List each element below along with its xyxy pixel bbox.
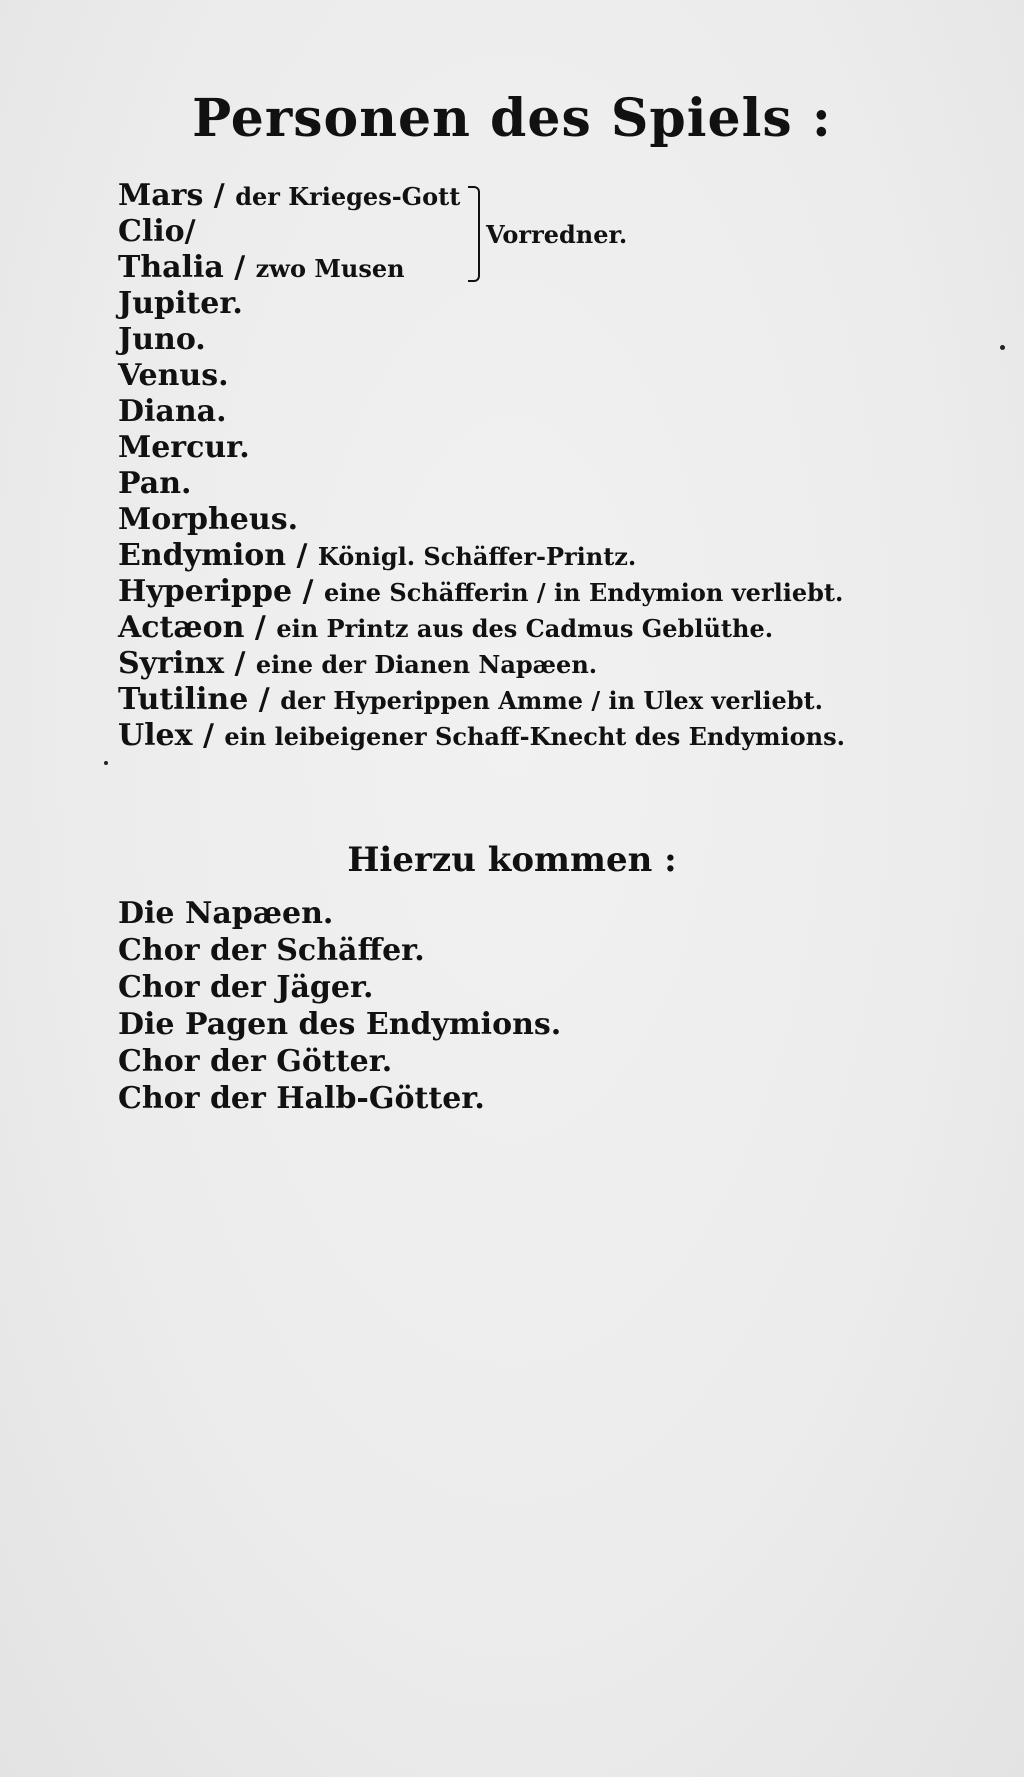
cast-line bbox=[118, 610, 978, 646]
character-description: eine Schäfferin / in Endymion verliebt. bbox=[323, 578, 844, 607]
ink-speck bbox=[1000, 345, 1005, 350]
ink-speck bbox=[104, 761, 108, 765]
additional-cast-list bbox=[118, 895, 978, 1117]
character-name: Actæon bbox=[118, 610, 245, 645]
character-name: Hyperippe bbox=[118, 574, 293, 609]
character-name: Mercur. bbox=[118, 430, 250, 465]
separator: / bbox=[286, 538, 318, 573]
character-description: Königl. Schäffer-Printz. bbox=[317, 542, 637, 571]
character-list bbox=[118, 286, 978, 754]
character-name: Ulex bbox=[118, 718, 193, 753]
extra-line: Chor der Jäger. bbox=[118, 970, 374, 1005]
page-title: Personen des Spiels : bbox=[192, 88, 832, 149]
cast-line bbox=[118, 538, 978, 574]
cast-line bbox=[118, 286, 978, 322]
character-description: ein Printz aus des Cadmus Geblüthe. bbox=[276, 614, 774, 643]
separator: / bbox=[292, 574, 324, 609]
cast-line bbox=[118, 502, 978, 538]
cast-line bbox=[118, 250, 978, 286]
character-name: Mars bbox=[118, 178, 204, 213]
character-name: Venus. bbox=[118, 358, 229, 393]
character-name: Pan. bbox=[118, 466, 192, 501]
separator: / bbox=[224, 646, 256, 681]
section-heading: Hierzu kommen : bbox=[347, 840, 677, 880]
separator: / bbox=[248, 682, 281, 717]
cast-list bbox=[118, 178, 978, 754]
character-name: Thalia bbox=[118, 250, 224, 285]
character-description: ein leibeigener Schaff-Knecht des Endymions. bbox=[224, 722, 845, 751]
cast-line bbox=[118, 574, 978, 610]
cast-line bbox=[118, 178, 978, 214]
cast-line bbox=[118, 466, 978, 502]
extra-line: Die Pagen des Endymions. bbox=[118, 1007, 562, 1042]
cast-line bbox=[118, 394, 978, 430]
character-name: Jupiter. bbox=[118, 286, 243, 321]
character-name: Tutiline bbox=[118, 682, 249, 717]
cast-line bbox=[118, 322, 978, 358]
character-name: Syrinx bbox=[118, 646, 224, 681]
prologue-group bbox=[118, 178, 978, 286]
character-description: der Hyperippen Amme / in Ulex verliebt. bbox=[280, 686, 823, 715]
character-name: Morpheus. bbox=[118, 502, 299, 537]
separator: / bbox=[203, 178, 236, 213]
cast-line bbox=[118, 646, 978, 682]
cast-line bbox=[118, 718, 978, 754]
separator: / bbox=[223, 250, 256, 285]
extra-line: Die Napæen. bbox=[118, 896, 334, 931]
curly-brace bbox=[468, 186, 480, 282]
cast-line bbox=[118, 430, 978, 466]
character-description: der Krieges-Gott bbox=[235, 182, 461, 211]
separator: / bbox=[192, 718, 225, 753]
extra-line: Chor der Halb-Götter. bbox=[118, 1081, 485, 1116]
cast-line bbox=[118, 682, 978, 718]
character-name: Clio/ bbox=[118, 214, 196, 249]
brace-label: Vorredner. bbox=[486, 220, 628, 249]
separator: / bbox=[244, 610, 277, 645]
extra-line: Chor der Götter. bbox=[118, 1044, 393, 1079]
character-description: zwo Musen bbox=[255, 254, 405, 283]
character-description: eine der Dianen Napæen. bbox=[255, 650, 598, 679]
character-name: Diana. bbox=[118, 394, 227, 429]
extra-line: Chor der Schäffer. bbox=[118, 933, 425, 968]
cast-line bbox=[118, 358, 978, 394]
character-name: Juno. bbox=[118, 322, 206, 357]
character-name: Endymion bbox=[118, 538, 287, 573]
